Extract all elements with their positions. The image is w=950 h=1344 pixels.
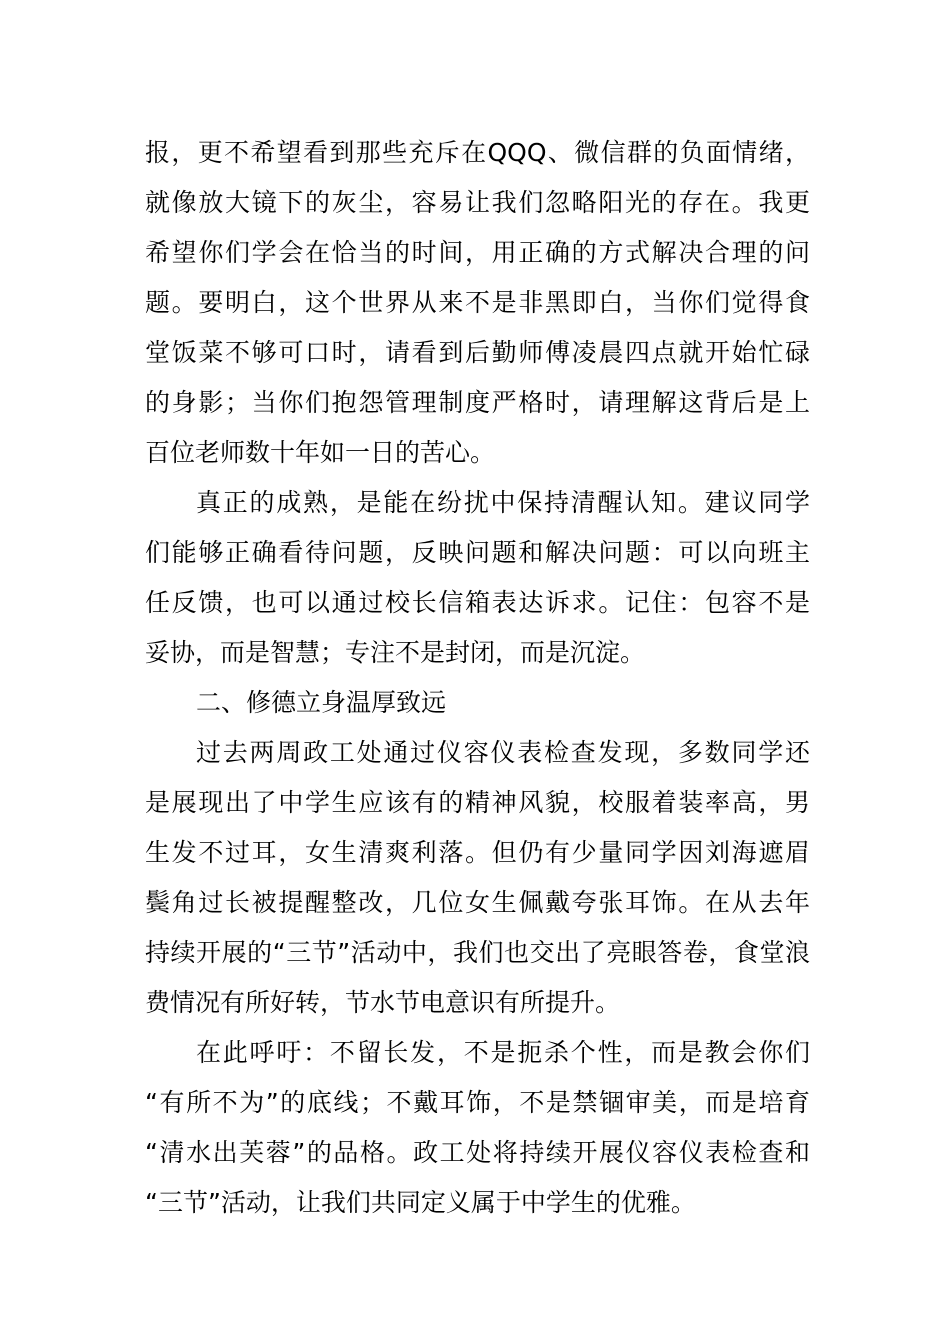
paragraph-line: 任反馈，也可以通过校长信箱表达诉求。记住：包容不是	[145, 588, 810, 617]
paragraph-line: 费情况有所好转，节水节电意识有所提升。	[145, 988, 621, 1017]
paragraph-line: 题。要明白，这个世界从来不是非黑即白，当你们觉得食	[145, 288, 810, 317]
paragraph-line: “三节”活动，让我们共同定义属于中学生的优雅。	[145, 1188, 696, 1217]
paragraph-line: 是展现出了中学生应该有的精神风貌，校服着装率高，男	[145, 788, 810, 817]
paragraph-line: 就像放大镜下的灰尘，容易让我们忽略阳光的存在。我更	[145, 188, 810, 217]
paragraph-line: 鬓角过长被提醒整改，几位女生佩戴夸张耳饰。在从去年	[145, 888, 810, 917]
paragraph-line: 真正的成熟，是能在纷扰中保持清醒认知。建议同学	[196, 488, 810, 517]
paragraph-line: 希望你们学会在恰当的时间，用正确的方式解决合理的问	[145, 238, 810, 267]
section-heading: 二、修德立身温厚致远	[196, 688, 447, 717]
paragraph-line: 的身影；当你们抱怨管理制度严格时，请理解这背后是上	[145, 388, 810, 417]
paragraph-line: “有所不为”的底线；不戴耳饰，不是禁锢审美，而是培育	[145, 1088, 810, 1117]
paragraph-line: 报，更不希望看到那些充斥在QQQ、微信群的负面情绪，	[145, 138, 810, 167]
paragraph-line: 过去两周政工处通过仪容仪表检查发现，多数同学还	[196, 738, 810, 767]
paragraph-line: 堂饭菜不够可口时，请看到后勤师傅凌晨四点就开始忙碌	[145, 338, 810, 367]
paragraph-line: 妥协，而是智慧；专注不是封闭，而是沉淀。	[145, 638, 646, 667]
paragraph-line: 生发不过耳，女生清爽利落。但仍有少量同学因刘海遮眉	[145, 838, 810, 867]
paragraph-line: 们能够正确看待问题，反映问题和解决问题：可以向班主	[145, 538, 810, 567]
paragraph-line: 在此呼吁：不留长发，不是扼杀个性，而是教会你们	[196, 1038, 810, 1067]
paragraph-line: 持续开展的“三节”活动中，我们也交出了亮眼答卷，食堂浪	[145, 938, 810, 967]
paragraph-line: 百位老师数十年如一日的苦心。	[145, 438, 496, 467]
paragraph-line: “清水出芙蓉”的品格。政工处将持续开展仪容仪表检查和	[145, 1138, 810, 1167]
